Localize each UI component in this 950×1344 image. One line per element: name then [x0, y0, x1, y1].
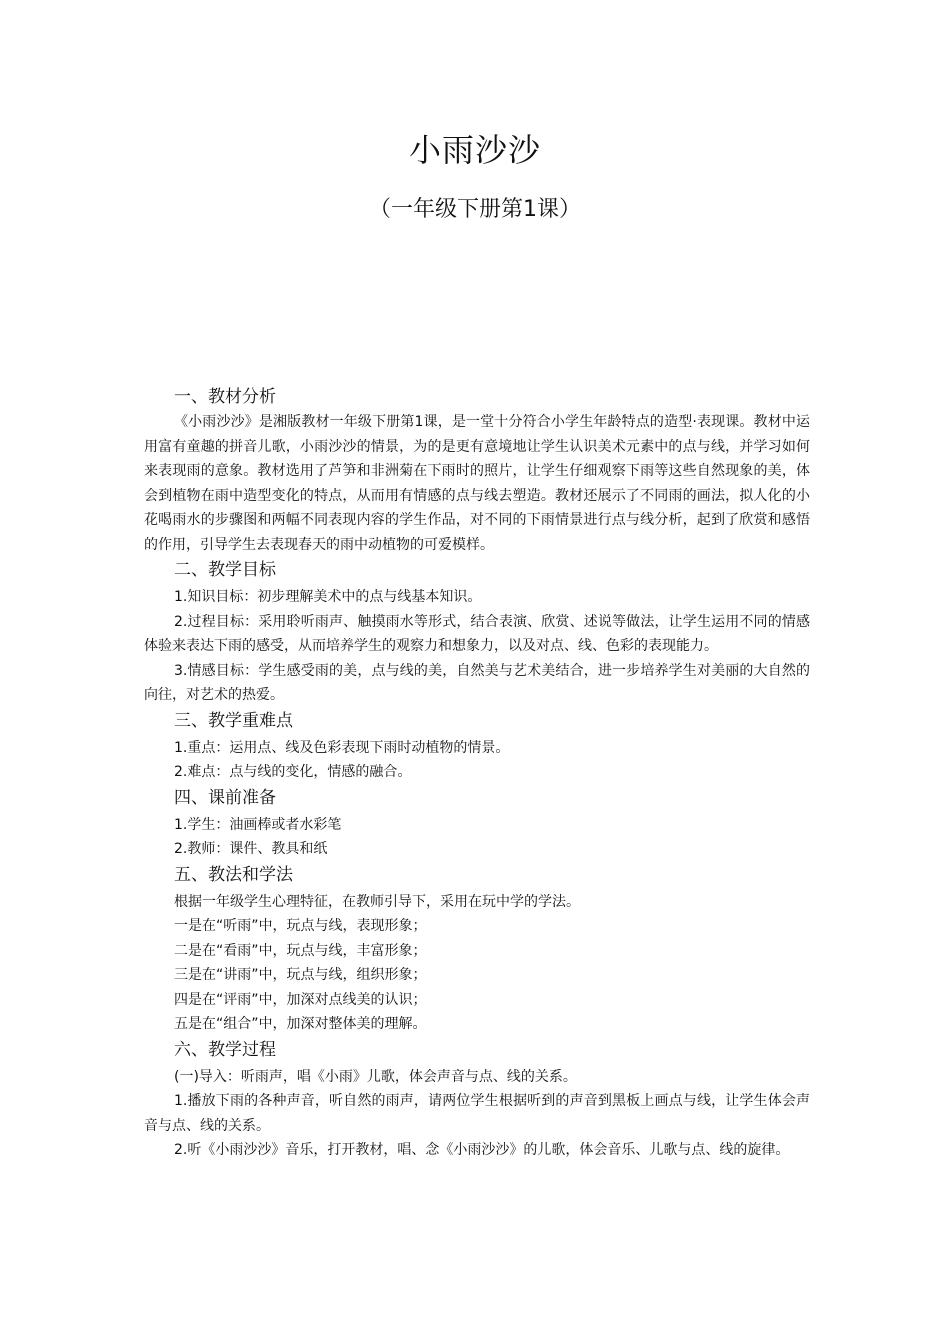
section-heading: 二、教学目标 — [174, 560, 276, 580]
section-heading: 一、教材分析 — [174, 387, 276, 407]
paragraph: 1.播放下雨的各种声音，听自然的雨声，请两位学生根据听到的声音到黑板上画点与线，让学生体会声音与点、线的关系。 — [144, 1093, 810, 1134]
paragraph: 根据一年级学生心理特征，在教师引导下，采用在玩中学的学法。 — [174, 893, 580, 910]
paragraph: 2.教师：课件、教具和纸 — [174, 841, 328, 857]
paragraph: 2.过程目标：采用聆听雨声、触摸雨水等形式，结合表演、欣赏、述说等做法，让学生运用不同的情感体验来表达下雨的感受，从而培养学生的观察力和想象力，以及对点、线、色彩的表现能力。 — [144, 613, 810, 654]
paragraph: 2.听《小雨沙沙》音乐，打开教材，唱、念《小雨沙沙》的儿歌，体会音乐、儿歌与点、线的旋律。 — [174, 1142, 790, 1158]
section-heading: 三、教学重难点 — [174, 710, 293, 731]
section-methods — [144, 862, 810, 1037]
section-teaching-goals — [144, 557, 810, 708]
section-heading: 五、教法和学法 — [174, 864, 293, 885]
paragraph: 三是在“讲雨”中，玩点与线，组织形象； — [174, 967, 427, 983]
paragraph: 3.情感目标：学生感受雨的美，点与线的美，自然美与艺术美结合，进一步培养学生对美丽的大自然的向往，对艺术的热爱。 — [144, 662, 810, 703]
paragraph: 四是在“评雨”中，加深对点线美的认识； — [174, 991, 427, 1008]
section-heading: 六、教学过程 — [174, 1039, 276, 1060]
section-heading: 四、课前准备 — [174, 787, 276, 808]
document-title: 小雨沙沙 — [408, 131, 541, 169]
paragraph: 1.重点：运用点、线及色彩表现下雨时动植物的情景。 — [174, 739, 510, 756]
paragraph: 1.知识目标：初步理解美术中的点与线基本知识。 — [174, 589, 482, 605]
paragraph: (一)导入：听雨声，唱《小雨》儿歌，体会声音与点、线的关系。 — [174, 1068, 577, 1085]
paragraph: 1.学生：油画棒或者水彩笔 — [174, 816, 342, 833]
document-subtitle: （一年级下册第1课） — [369, 197, 581, 222]
document-body — [144, 384, 810, 1163]
section-preparation — [144, 785, 810, 862]
paragraph: 五是在“组合”中，加深对整体美的理解。 — [174, 1016, 427, 1032]
paragraph: 《小雨沙沙》是湘版教材一年级下册第1课，是一堂十分符合小学生年龄特点的造型·表现课。教材中运用富有童趣的拼音儿歌，小雨沙沙的情景，为的是更有意境地让学生认识美术元素中的点与线，并学习如何来表现雨的意象。教材选用了芦笋和非洲菊在下雨时的照片，让学生仔细观察下雨等这些自然现象的美，体会到植物在雨中造型变化的特点，从而用有情感的点与线去塑造。教材还展示了不同雨的画法，拟人化的小花喝雨水的步骤图和两幅不同表现内容的学生作品，对不同的下雨情景进行点与线分析，起到了欣赏和感悟的作用，引导学生去表现春天的雨中动植物的可爱模样。 — [144, 414, 810, 553]
paragraph: 二是在“看雨”中，玩点与线，丰富形象； — [174, 942, 427, 959]
section-key-points — [144, 708, 810, 785]
paragraph: 2.难点：点与线的变化，情感的融合。 — [174, 764, 412, 780]
section-teaching-process — [144, 1037, 810, 1163]
section-textbook-analysis — [144, 384, 810, 557]
paragraph: 一是在“听雨”中，玩点与线，表现形象； — [174, 918, 427, 934]
